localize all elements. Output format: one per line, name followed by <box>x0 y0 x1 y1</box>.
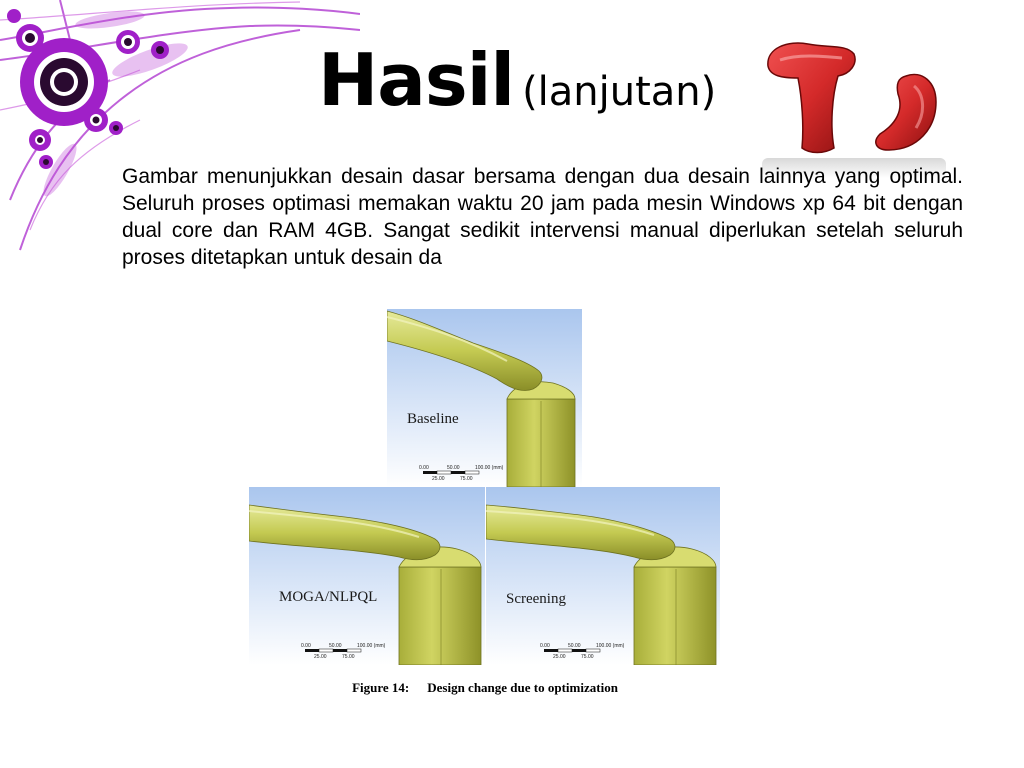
slide-body-text: Gambar menunjukkan desain dasar bersama dengan dua desain lainnya yang optimal. Seluruh proses optimasi memakan waktu 20 jam pada mesin Windows xp 64 bit dengan dual core dan RAM 4GB. Sangat sedikit intervensi manual diperlukan setelah seluruh proses ditetapkan untuk desain da <box>122 165 963 269</box>
figure-panel-baseline <box>387 309 582 487</box>
scale-label: 75.00 <box>460 476 473 482</box>
screening-model-image <box>486 487 720 665</box>
scale-label: 100.00 (mm) <box>475 465 504 471</box>
scale-label: 25.00 <box>432 476 445 482</box>
figure-caption-label: Figure 14: <box>352 680 410 695</box>
scale-label: 0.00 <box>301 643 311 649</box>
scale-label: 0.00 <box>419 465 429 471</box>
panel-label-baseline: Baseline <box>407 411 459 427</box>
slide-title <box>318 38 717 122</box>
scale-label: 100.00 (mm) <box>596 643 625 649</box>
title-main: Hasil <box>318 38 515 122</box>
baseline-model-image <box>387 309 582 487</box>
figure-panel-screening <box>486 487 720 665</box>
scale-label: 0.00 <box>540 643 550 649</box>
scale-label: 75.00 <box>581 654 594 660</box>
scale-label: 25.00 <box>553 654 566 660</box>
scale-label: 25.00 <box>314 654 327 660</box>
title-suffix: (lanjutan) <box>522 69 717 115</box>
scale-label: 50.00 <box>568 643 581 649</box>
figure-panel-moga-nlpql <box>249 487 485 665</box>
moga-nlpql-model-image <box>249 487 485 665</box>
panel-label-moga-nlpql: MOGA/NLPQL <box>279 589 378 605</box>
figure-caption-text: Design change due to optimization <box>427 680 618 695</box>
scale-label: 100.00 (mm) <box>357 643 386 649</box>
scale-label: 50.00 <box>447 465 460 471</box>
figure-caption <box>250 680 720 696</box>
scale-label: 75.00 <box>342 654 355 660</box>
panel-label-screening: Screening <box>506 591 566 607</box>
scale-label: 50.00 <box>329 643 342 649</box>
